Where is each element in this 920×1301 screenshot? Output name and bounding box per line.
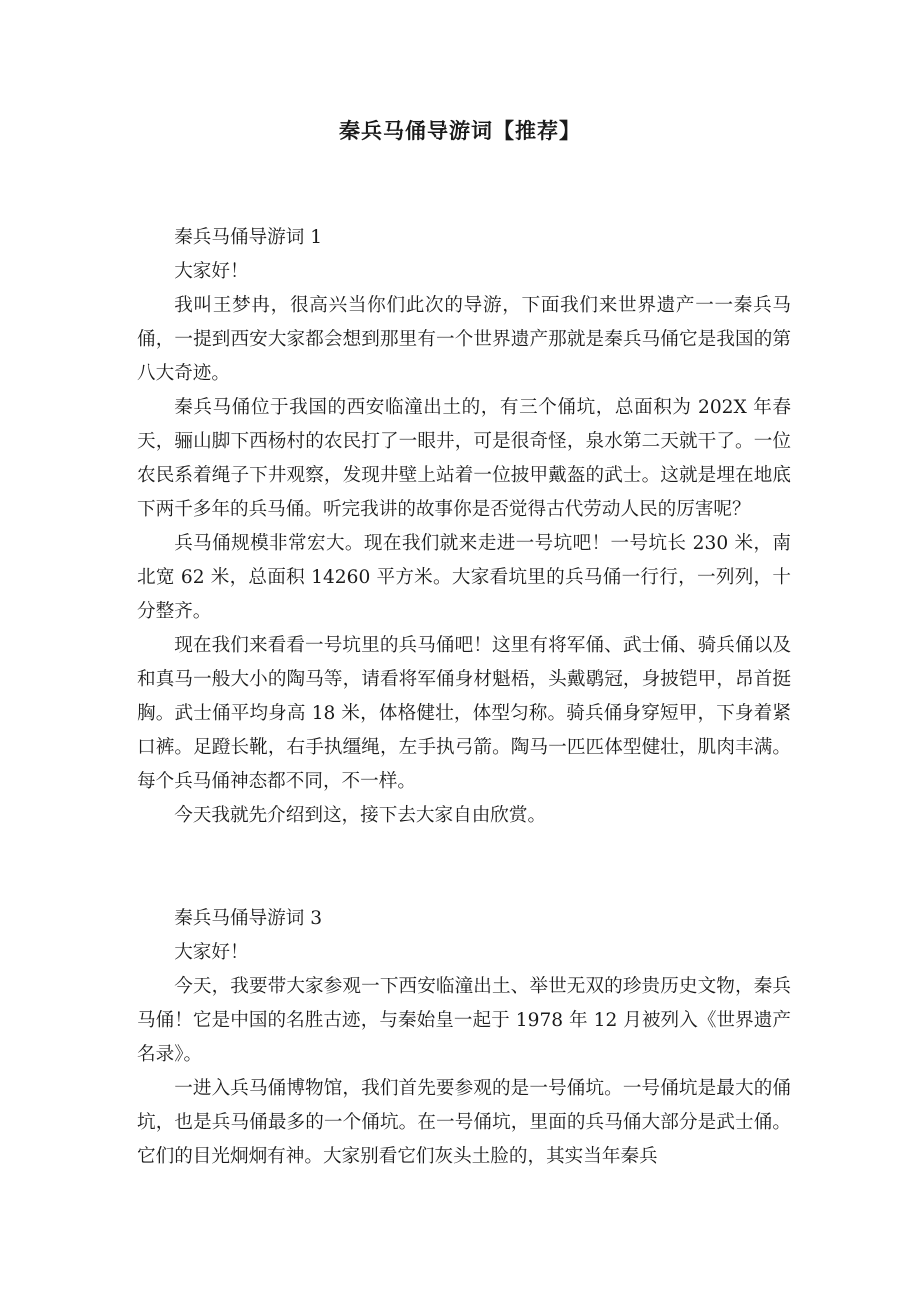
paragraph: 一进入兵马俑博物馆，我们首先要参观的是一号俑坑。一号俑坑是最大的俑坑，也是兵马俑最多的一个俑坑。在一号俑坑，里面的兵马俑大部分是武士俑。它们的目光炯炯有神。大家别看它们灰头土脸的，其实当年秦兵	[137, 1078, 791, 1167]
document-title: 秦兵马俑导游词【推荐】	[339, 119, 581, 143]
paragraph: 我叫王梦冉，很高兴当你们此次的导游，下面我们来世界遗产一一秦兵马俑，一提到西安大家都会想到那里有一个世界遗产那就是秦兵马俑它是我国的第八大奇迹。	[137, 295, 791, 384]
section-heading: 秦兵马俑导游词 3	[174, 908, 323, 929]
section-1	[137, 221, 791, 833]
paragraph: 今天，我要带大家参观一下西安临潼出土、举世无双的珍贵历史文物，秦兵马俑！它是中国的名胜古迹，与秦始皇一起于 1978 年 12 月被列入《世界遗产名录》。	[137, 976, 791, 1065]
paragraph: 今天我就先介绍到这，接下去大家自由欣赏。	[174, 805, 547, 826]
paragraph: 大家好！	[174, 261, 249, 282]
paragraph: 现在我们来看看一号坑里的兵马俑吧！这里有将军俑、武士俑、骑兵俑以及和真马一般大小的陶马等，请看将军俑身材魁梧，头戴鹖冠，身披铠甲，昂首挺胸。武士俑平均身高 18 米，体格健壮，体型匀称。骑兵俑身穿短甲，下身着紧口裤。足蹬长靴，右手执缰绳，左手执弓箭。陶马一匹匹体型健壮，肌肉丰满。每个兵马俑神态都不同，不一样。	[137, 635, 791, 792]
paragraph: 兵马俑规模非常宏大。现在我们就来走进一号坑吧！一号坑长 230 米，南北宽 62 米，总面积 14260 平方米。大家看坑里的兵马俑一行行，一列列，十分整齐。	[137, 533, 791, 622]
section-heading: 秦兵马俑导游词 1	[174, 227, 323, 248]
paragraph: 大家好！	[174, 942, 249, 963]
section-3	[137, 902, 791, 1174]
paragraph: 秦兵马俑位于我国的西安临潼出土的，有三个俑坑，总面积为 202X 年春天，骊山脚下西杨村的农民打了一眼井，可是很奇怪，泉水第二天就干了。一位农民系着绳子下井观察，发现井壁上站着一位披甲戴盔的武士。这就是埋在地底下两千多年的兵马俑。听完我讲的故事你是否觉得古代劳动人民的厉害呢？	[137, 397, 791, 520]
